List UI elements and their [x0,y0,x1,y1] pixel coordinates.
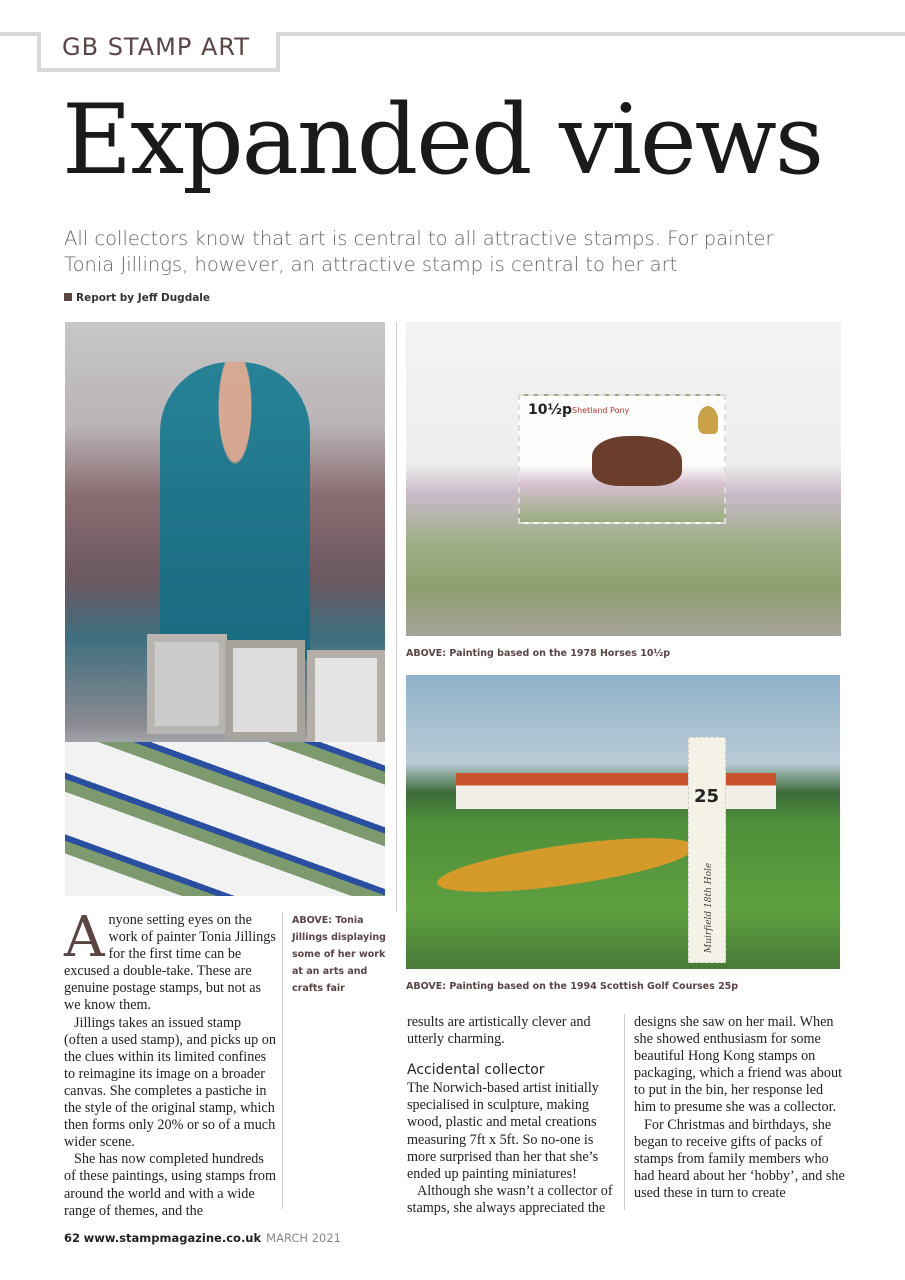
page-number: 62 [64,1231,81,1245]
footer-issue: MARCH 2021 [266,1231,341,1245]
stamp-inset [518,394,726,524]
pony-caption: ABOVE: Painting based on the 1978 Horses 10½p [406,648,671,659]
header-frame-left [0,32,40,36]
artist-photo [65,322,385,896]
byline-square-icon [64,293,72,301]
standfirst: All collectors know that art is central to all attractive stamps. For painter Tonia Jillings, however, an attractive stamp is central to her art [64,227,774,276]
paragraph: Although she wasn’t a collector of stamps, she always appreciated the [407,1182,613,1216]
stamp-strip [688,737,726,963]
paragraph: Jillings takes an issued stamp (often a used stamp), and picks up on the clues within its limited confines to reimagine its image on a broader canvas. She completes a pastiche in the style of the original stamp, which then forms only 20% or so of a much wider scene. [64,1014,276,1151]
paragraph: The Norwich-based artist initially specialised in sculpture, making wood, plastic and metal creations measuring 7ft x 5ft. So no-one is more surprised than her that she’s ended up painting miniatures! [407,1080,599,1182]
paragraph: For Christmas and birthdays, she began to receive gifts of packs of stamps from family members who had heard about her ‘hobby’, and she used these in turn to create [634,1116,845,1201]
subheading: Accidental collector [407,1062,545,1079]
header-frame-right-edge [276,32,280,72]
stamp-label: Muirfield 18th Hole [704,862,714,953]
paragraph: She has now completed hundreds of these paintings, using stamps from around the world and with a wide range of themes, and the [64,1151,277,1219]
stamp-label: Shetland Pony [572,406,630,415]
fairway-bunker [434,827,697,903]
byline-text: Report by Jeff Dugdale [76,292,211,304]
queen-head-icon [698,406,718,434]
artist-caption: ABOVE: Tonia Jillings displaying some of her work at an arts and crafts fair [292,915,386,994]
body-column-2 [407,1014,617,1217]
body-column-1 [64,905,277,1220]
section-label: GB STAMP ART [62,33,250,61]
table-of-cards [65,742,385,896]
paragraph: designs she saw on her mail. When she showed enthusiasm for some beautiful Hong Kong stamps on packaging, which a friend was about to put in the bin, her response led him to presume she was a collector. [634,1014,843,1116]
body-column-3 [634,1014,846,1202]
paragraph: results are artistically clever and utterly charming. [407,1014,591,1048]
paragraph: nyone setting eyes on the work of painter Tonia Jillings for the first time can be excused a double-take. These are genuine postage stamps, but not as we know them. [64,912,276,1014]
header-frame-left-edge [37,32,41,72]
artist-figure [160,362,310,662]
column-rule [624,1014,625,1210]
stamp-value: 10½p [528,402,572,418]
pony-painting [406,322,841,636]
header-frame-bottom [37,68,280,72]
golf-painting [406,675,840,969]
footer-url[interactable]: www.stampmagazine.co.uk [83,1231,262,1245]
page-footer [64,1231,341,1245]
stamp-value: 25 [694,786,720,807]
drop-cap: A [64,905,105,970]
framed-painting [225,640,305,740]
header-frame-right [276,32,905,36]
clubhouse [456,773,776,809]
column-rule [282,912,283,1209]
framed-painting [307,650,385,750]
byline [64,292,210,304]
column-rule [396,322,397,912]
pony-figure [592,436,682,486]
article-title: Expanded views [62,84,823,196]
golf-caption: ABOVE: Painting based on the 1994 Scottish Golf Courses 25p [406,981,739,992]
framed-painting [147,634,227,734]
